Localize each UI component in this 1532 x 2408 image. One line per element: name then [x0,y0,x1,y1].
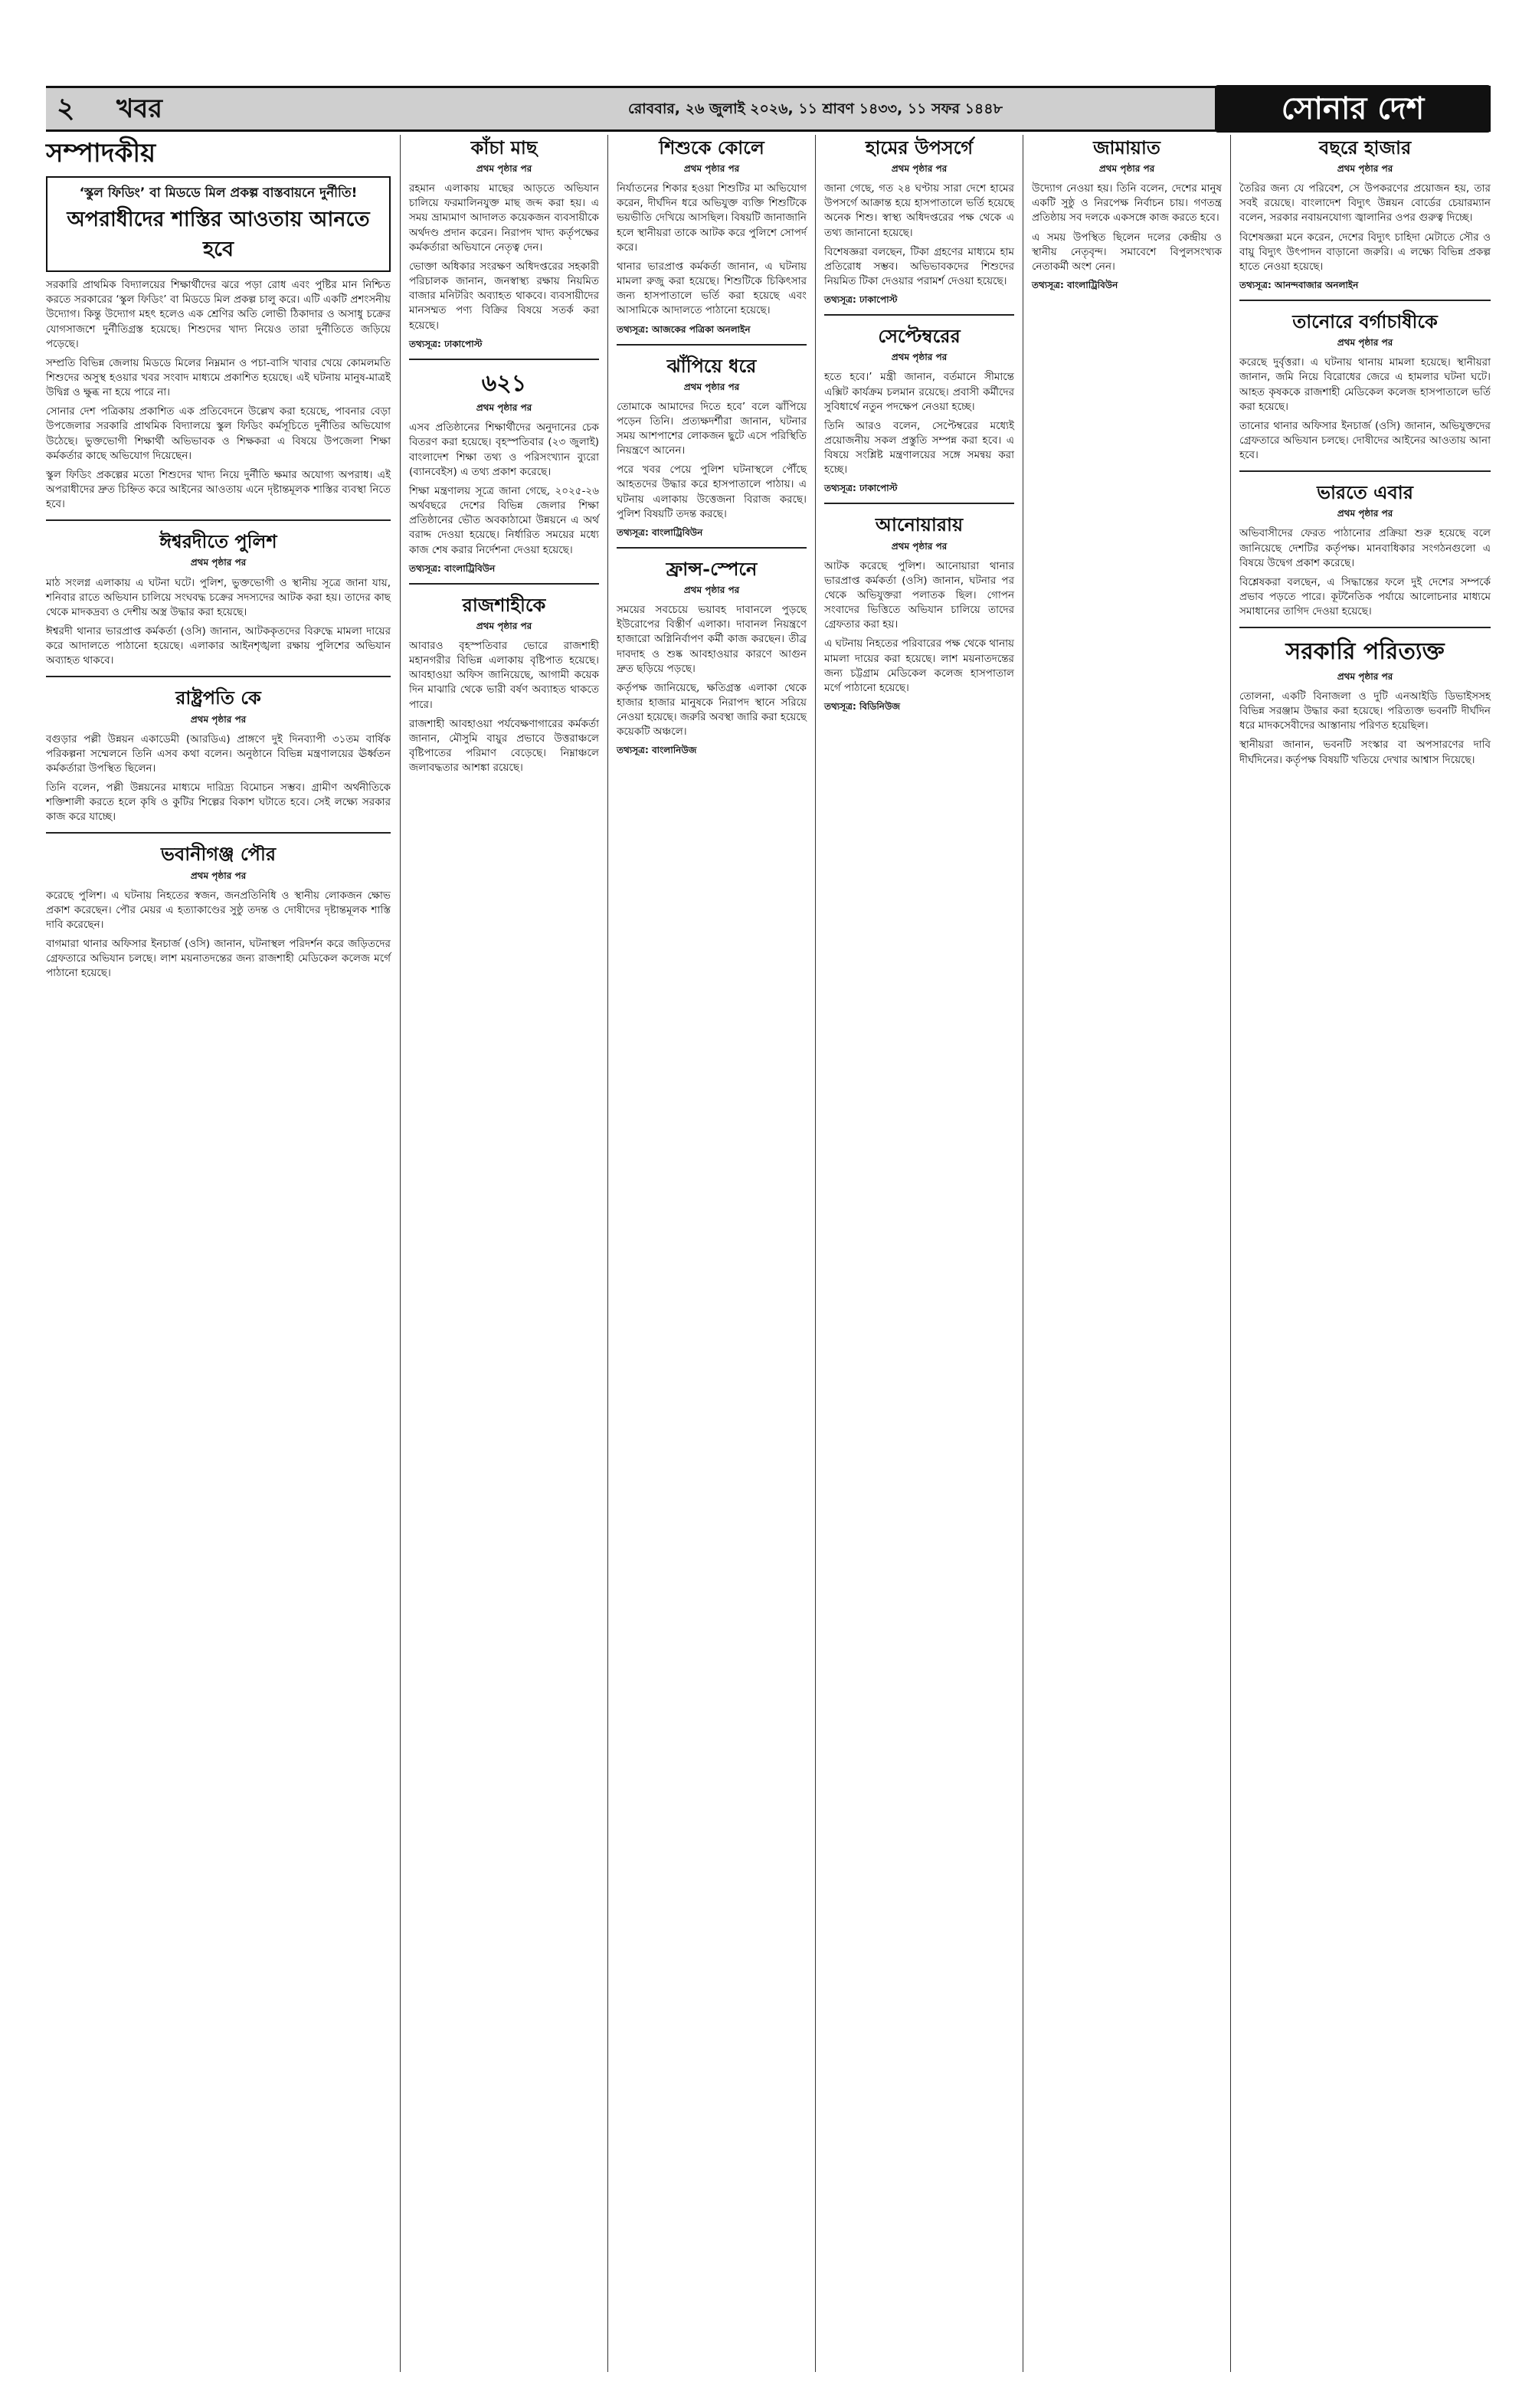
section-divider [46,832,391,834]
article-headline[interactable]: আনোয়ারায় [875,513,964,536]
page-number: ২ [57,93,75,124]
article-headline[interactable]: ফ্রান্স-স্পেনে [666,557,758,580]
article-headline[interactable]: সরকারি পরিত্যক্ত [1285,638,1445,666]
editorial-box [46,176,391,272]
editorial-paragraph: সম্প্রতি বিভিন্ন জেলায় মিডডে মিলের নিম্নমান ও পচা-বাসি খাবার খেয়ে কোমলমতি শিশুদের অসুস্থ হওয়ার খবর সংবাদ মাধ্যমে প্রকাশিত হয়েছে। এই ঘটনায় মানুষ-মাত্রই উদ্বিগ্ন ও ক্ষুব্ধ না হয়ে পারে না। [46,356,391,399]
article-source: তথ্যসূত্র: বাংলাট্রিবিউন [409,562,496,574]
article-paragraph: বগুড়ার পল্লী উন্নয়ন একাডেমী (আরডিএ) প্রাঙ্গণে দুই দিনব্যাপী ৩১তম বার্ষিক পরিকল্পনা সম্মেলনে তিনি এসব কথা বলেন। অনুষ্ঠানে বিভিন্ন মন্ত্রণালয়ের ঊর্ধ্বতন কর্মকর্তারা উপস্থিত ছিলেন। [46,732,391,775]
article-headline[interactable]: ৬২১ [481,369,527,397]
article-paragraph: তৈরির জন্য যে পরিবেশ, সে উপকরণের প্রয়োজন হয়, তার সবই রয়েছে। বাংলাদেশ বিদ্যুৎ উন্নয়ন বোর্ডের চেয়ারম্যান বলেন, সরকার নবায়নযোগ্য জ্বালানির ওপর গুরুত্ব দিচ্ছে। [1239,182,1491,224]
article-paragraph: এ ঘটনায় নিহতের পরিবারের পক্ষ থেকে থানায় মামলা দায়ের করা হয়েছে। লাশ ময়নাতদন্তের জন্য চট্টগ্রাম মেডিকেল কলেজ হাসপাতাল মর্গে পাঠানো হয়েছে। [824,637,1014,694]
article-paragraph: বিশেষজ্ঞরা মনে করেন, দেশের বিদ্যুৎ চাহিদা মেটাতে সৌর ও বায়ু বিদ্যুৎ উৎপাদন বাড়ানো জরুরি। এ লক্ষ্যে বিভিন্ন প্রকল্প হাতে নেওয়া হয়েছে। [1239,231,1491,273]
article-paragraph: এসব প্রতিষ্ঠানের শিক্ষার্থীদের অনুদানের চেক বিতরণ করা হয়েছে। বৃহস্পতিবার (২৩ জুলাই) বাংলাদেশ শিক্ষা তথ্য ও পরিসংখ্যান ব্যুরো (ব্যানবেইস) এ তথ্য প্রকাশ করেছে। [409,421,599,478]
section-divider [1239,300,1491,301]
section-divider [409,583,599,585]
section-divider [46,519,391,521]
article-source: তথ্যসূত্র: আজকের পত্রিকা অনলাইন [617,323,751,335]
article-paragraph: রাজশাহী আবহাওয়া পর্যবেক্ষণাগারের কর্মকর্তা জানান, মৌসুমি বায়ুর প্রভাবে উত্তরাঞ্চলে বৃষ্টিপাতের পরিমাণ বেড়েছে। নিম্নাঞ্চলে জলাবদ্ধতার আশঙ্কা রয়েছে। [409,717,599,775]
article-paragraph: থানার ভারপ্রাপ্ত কর্মকর্তা জানান, এ ঘটনায় মামলা রুজু করা হয়েছে। শিশুটিকে চিকিৎসার জন্য হাসপাতালে ভর্তি করা হয়েছে এবং আসামিকে আদালতে পাঠানো হয়েছে। [617,260,807,317]
article-paragraph: করেছে দুর্বৃত্তরা। এ ঘটনায় থানায় মামলা হয়েছে। স্থানীয়রা জানান, জমি নিয়ে বিরোধের জেরে এ হামলার ঘটনা ঘটে। আহত কৃষককে রাজশাহী মেডিকেল কলেজ হাসপাতালে ভর্তি করা হয়েছে। [1239,356,1491,413]
continued-label: প্রথম পৃষ্ঠার পর [190,557,247,568]
section-divider [1239,627,1491,628]
article-paragraph: কর্তৃপক্ষ জানিয়েছে, ক্ষতিগ্রস্ত এলাকা থেকে হাজার হাজার মানুষকে নিরাপদ স্থানে সরিয়ে নেওয়া হয়েছে। জরুরি অবস্থা জারি করা হয়েছে কয়েকটি অঞ্চলে। [617,681,807,739]
article-paragraph: তোলনা, একটি বিনাজলা ও দুটি এনআইডি ডিভাইসসহ বিভিন্ন সরঞ্জাম উদ্ধার করা হয়েছে। পরিত্যক্ত ভবনটি দীর্ঘদিন ধরে মাদকসেবীদের আস্তানায় পরিণত হয়েছিল। [1239,690,1491,732]
continued-label: প্রথম পৃষ্ঠার পর [476,402,532,414]
continued-label: প্রথম পৃষ্ঠার পর [190,870,247,881]
column-1 [46,135,391,986]
article-paragraph: আবারও বৃহস্পতিবার ভোরে রাজশাহী মহানগরীর বিভিন্ন এলাকায় বৃষ্টিপাত হয়েছে। আবহাওয়া অফিস জানিয়েছে, আগামী কয়েক দিন মাঝারি থেকে ভারী বর্ষণ অব্যাহত থাকতে পারে। [409,639,599,711]
article-paragraph: তোমাকে আমাদের দিতে হবে’ বলে ঝাঁপিয়ে পড়েন তিনি। প্রত্যক্ষদর্শীরা জানান, ঘটনার সময় আশপাশের লোকজন ছুটে এসে পরিস্থিতি নিয়ন্ত্রণে আনেন। [617,400,807,457]
article-source: তথ্যসূত্র: বাংলাট্রিবিউন [617,526,703,538]
continued-label: প্রথম পৃষ্ঠার পর [683,381,740,392]
column-rule [1230,135,1231,2372]
continued-label: প্রথম পৃষ্ঠার পর [190,713,247,725]
article-source: তথ্যসূত্র: ঢাকাপোস্ট [824,483,898,494]
editorial-paragraph: সোনার দেশ পত্রিকায় প্রকাশিত এক প্রতিবেদনে উল্লেখ করা হয়েছে, পাবনার বেড়া উপজেলার সরকারি প্রাথমিক বিদ্যালয়ে স্কুল ফিডিং কর্মসূচিতে দুর্নীতির অভিযোগ উঠেছে। ভুক্তভোগী শিক্ষার্থী অভিভাবক ও শিক্ষকরা এ বিষয়ে উপজেলা শিক্ষা কর্মকর্তার কাছে অভিযোগ দিয়েছেন। [46,405,391,462]
article-paragraph: অভিবাসীদের ফেরত পাঠানোর প্রক্রিয়া শুরু হয়েছে বলে জানিয়েছে দেশটির কর্তৃপক্ষ। মানবাধিকার সংগঠনগুলো এ বিষয়ে উদ্বেগ প্রকাশ করেছে। [1239,527,1491,569]
section-divider [1239,470,1491,472]
article-paragraph: বাগমারা থানার অফিসার ইনচার্জ (ওসি) জানান, ঘটনাস্থল পরিদর্শন করে জড়িতদের গ্রেফতারে অভিযান চলছে। লাশ ময়নাতদন্তের জন্য রাজশাহী মেডিকেল কলেজ মর্গে পাঠানো হয়েছে। [46,938,391,980]
article-headline[interactable]: ভারতে এবার [1317,481,1413,504]
article-headline[interactable]: ঈশ্বরদীতে পুলিশ [159,530,277,553]
article-paragraph: জানা গেছে, গত ২৪ ঘণ্টায় সারা দেশে হামের উপসর্গে আক্রান্ত হয়ে হাসপাতালে ভর্তি হয়েছে অনেক শিশু। স্বাস্থ্য অধিদপ্তরের পক্ষ থেকে এ তথ্য জানানো হয়েছে। [824,182,1014,239]
article-headline[interactable]: হামের উপসর্গে [865,136,974,159]
article-headline[interactable]: ঝাঁপিয়ে ধরে [666,354,757,377]
editorial-title: সম্পাদকীয় [46,138,156,169]
issue-date: রোববার, ২৬ জুলাই ২০২৬, ১১ শ্রাবণ ১৪৩৩, ১১ সফর ১৪৪৮ [628,100,1003,117]
editorial-headline: অপরাধীদের শাস্তির আওতায় আনতে হবে [67,208,370,261]
article-headline[interactable]: ভবানীগঞ্জ পৌর [160,843,277,866]
article-paragraph: হতে হবে।’ মন্ত্রী জানান, বর্তমানে সীমান্তে এক্সিট কার্যক্রম চলমান রয়েছে। প্রবাসী কর্মীদের সুবিধার্থে নতুন পদক্ষেপ নেওয়া হচ্ছে। [824,371,1014,413]
section-divider [824,314,1014,316]
continued-label: প্রথম পৃষ্ঠার পর [1337,337,1393,349]
article-paragraph: বিশ্লেষকরা বলছেন, এ সিদ্ধান্তের ফলে দুই দেশের সম্পর্কে প্রভাব পড়তে পারে। কূটনৈতিক পর্যায়ে আলোচনার মাধ্যমে সমাধানের তাগিদ দেওয়া হয়েছে। [1239,575,1491,618]
continued-label: প্রথম পৃষ্ঠার পর [1337,508,1393,519]
column-3 [617,135,807,757]
article-paragraph: উদ্যোগ নেওয়া হয়। তিনি বলেন, দেশের মানুষ একটি সুষ্ঠু ও নিরপেক্ষ নির্বাচন চায়। গণতন্ত্র প্রতিষ্ঠায় সব দলকে একসঙ্গে কাজ করতে হবে। [1032,182,1222,224]
article-paragraph: রহমান এলাকায় মাছের আড়তে অভিযান চালিয়ে ফরমালিনযুক্ত মাছ জব্দ করা হয়। এ সময় ভ্রাম্যমাণ আদালত কয়েকজন ব্যবসায়ীকে অর্থদণ্ড প্রদান করেন। নিরাপদ খাদ্য কর্তৃপক্ষের কর্মকর্তারা অভিযানে নেতৃত্ব দেন। [409,182,599,254]
editorial-paragraph: সরকারি প্রাথমিক বিদ্যালয়ের শিক্ষার্থীদের ঝরে পড়া রোধ এবং পুষ্টির মান নিশ্চিত করতে সরকারের ‘স্কুল ফিডিং’ বা মিডডে মিল প্রকল্প চালু করে। এটি একটি প্রশংসনীয় উদ্যোগ। কিন্তু উদ্যোগ মহৎ হলেও এক শ্রেণির অতি লোভী ঠিকাদার ও অসাধু চক্রের যোগসাজশে দুর্নীতিগ্রস্ত হয়েছে। শিশুদের খাদ্য নিয়েও তারা দুর্নীতিতে জড়িয়ে পড়েছে। [46,279,391,350]
section-divider [617,547,807,549]
column-2 [409,135,599,780]
newspaper-logo: সোনার দেশ [1215,85,1491,133]
article-paragraph: বিশেষজ্ঞরা বলছেন, টিকা গ্রহণের মাধ্যমে হাম প্রতিরোধ সম্ভব। অভিভাবকদের শিশুদের নিয়মিত টিকা দেওয়ার পরামর্শ দেওয়া হয়েছে। [824,245,1014,288]
article-source: তথ্যসূত্র: আনন্দবাজার অনলাইন [1239,280,1359,291]
article-paragraph: ঈশ্বরদী থানার ভারপ্রাপ্ত কর্মকর্তা (ওসি) জানান, আটককৃতদের বিরুদ্ধে মামলা দায়ের করে আদালতে পাঠানো হয়েছে। এলাকার আইনশৃঙ্খলা রক্ষায় পুলিশের অভিযান অব্যাহত থাকবে। [46,624,391,667]
section-divider [409,359,599,360]
article-source: তথ্যসূত্র: ঢাকাপোস্ট [409,338,483,349]
continued-label: প্রথম পৃষ্ঠার পর [891,163,948,175]
article-headline[interactable]: রাষ্ট্রপতি কে [175,686,261,709]
column-rule [607,135,608,2372]
article-paragraph: করেছে পুলিশ। এ ঘটনায় নিহতের স্বজন, জনপ্রতিনিধি ও স্থানীয় লোকজন ক্ষোভ প্রকাশ করেছেন। পৌর মেয়র এ হত্যাকাণ্ডের সুষ্ঠু তদন্ত ও দোষীদের দৃষ্টান্তমূলক শাস্তি দাবি করেছেন। [46,889,391,931]
continued-label: প্রথম পৃষ্ঠার পর [1098,163,1155,175]
article-paragraph: সময়ের সবচেয়ে ভয়াবহ দাবানলে পুড়ছে ইউরোপের বিস্তীর্ণ এলাকা। দাবানল নিয়ন্ত্রণে হাজারো অগ্নিনির্বাপণ কর্মী কাজ করছেন। তীব্র দাবদাহ ও শুষ্ক আবহাওয়ার কারণে আগুন দ্রুত ছড়িয়ে পড়ছে। [617,604,807,675]
article-paragraph: তানোর থানার অফিসার ইনচার্জ (ওসি) জানান, অভিযুক্তদের গ্রেফতারে অভিযান চলছে। দোষীদের আইনের আওতায় আনা হবে। [1239,419,1491,462]
continued-label: প্রথম পৃষ্ঠার পর [1337,163,1393,175]
article-paragraph: পরে খবর পেয়ে পুলিশ ঘটনাস্থলে পৌঁছে আহতদের উদ্ধার করে হাসপাতালে পাঠায়। এ ঘটনায় এলাকায় উত্তেজনা বিরাজ করছে। পুলিশ বিষয়টি তদন্ত করছে। [617,464,807,520]
article-headline[interactable]: জামায়াত [1093,136,1160,159]
continued-label: প্রথম পৃষ্ঠার পর [683,585,740,596]
column-rule [400,135,401,2372]
section-divider [824,503,1014,504]
article-source: তথ্যসূত্র: বিডিনিউজ [824,700,901,712]
article-paragraph: ভোক্তা অধিকার সংরক্ষণ অধিদপ্তরের সহকারী পরিচালক জানান, জনস্বাস্থ্য রক্ষায় নিয়মিত বাজার মনিটরিং অব্যাহত থাকবে। ব্যবসায়ীদের মানসম্মত পণ্য বিক্রির বিষয়ে সতর্ক করা হয়েছে। [409,260,599,332]
continued-label: প্রথম পৃষ্ঠার পর [1337,670,1393,682]
editorial-kicker: ‘স্কুল ফিডিং’ বা মিডডে মিল প্রকল্প বাস্তবায়নে দুর্নীতি! [79,185,358,201]
article-paragraph: এ সময় উপস্থিত ছিলেন দলের কেন্দ্রীয় ও স্থানীয় নেতৃবৃন্দ। সমাবেশে বিপুলসংখ্যক নেতাকর্মী অংশ নেন। [1032,231,1222,273]
continued-label: প্রথম পৃষ্ঠার পর [891,540,948,552]
article-source: তথ্যসূত্র: বাংলানিউজ [617,745,697,756]
article-paragraph: স্থানীয়রা জানান, ভবনটি সংস্কার বা অপসারণের দাবি দীর্ঘদিনের। কর্তৃপক্ষ বিষয়টি খতিয়ে দেখার আশ্বাস দিয়েছে। [1239,739,1491,766]
section-divider [617,344,807,346]
article-paragraph: তিনি বলেন, পল্লী উন্নয়নের মাধ্যমে দারিদ্র্য বিমোচন সম্ভব। গ্রামীণ অর্থনীতিকে শক্তিশালী করতে হলে কৃষি ও কুটির শিল্পের বিকাশ ঘটাতে হবে। সেই লক্ষ্যে সরকার কাজ করে যাচ্ছে। [46,781,391,824]
article-paragraph: শিক্ষা মন্ত্রণালয় সূত্রে জানা গেছে, ২০২৫-২৬ অর্থবছরে দেশের বিভিন্ন জেলার শিক্ষা প্রতিষ্ঠানের ভৌত অবকাঠামো উন্নয়নে এ অর্থ বরাদ্দ দেওয়া হয়েছে। নির্ধারিত সময়ের মধ্যে কাজ শেষ করার নির্দেশনা দেওয়া হয়েছে। [409,484,599,556]
continued-label: প্রথম পৃষ্ঠার পর [476,163,532,175]
article-headline[interactable]: কাঁচা মাছ [470,136,538,159]
column-6 [1239,135,1491,772]
article-paragraph: নির্যাতনের শিকার হওয়া শিশুটির মা অভিযোগ করেন, দীর্ঘদিন ধরে অভিযুক্ত ব্যক্তি শিশুটিকে ভয়ভীতি দেখিয়ে আসছিল। বিষয়টি জানাজানি হলে স্থানীয়রা তাকে আটক করে পুলিশে সোপর্দ করে। [617,182,807,254]
article-paragraph: আটক করেছে পুলিশ। আনোয়ারা থানার ভারপ্রাপ্ত কর্মকর্তা (ওসি) জানান, ঘটনার পর থেকে অভিযুক্তরা পলাতক ছিল। গোপন সংবাদের ভিত্তিতে অভিযান চালিয়ে তাদের গ্রেফতার করা হয়। [824,559,1014,631]
continued-label: প্রথম পৃষ্ঠার পর [476,620,532,631]
continued-label: প্রথম পৃষ্ঠার পর [891,352,948,363]
article-paragraph: তিনি আরও বলেন, সেপ্টেম্বরের মধ্যেই প্রয়োজনীয় সকল প্রস্তুতি সম্পন্ন করা হবে। এ বিষয়ে সংশ্লিষ্ট মন্ত্রণালয়ের সঙ্গে সমন্বয় করা হচ্ছে। [824,419,1014,477]
continued-label: প্রথম পৃষ্ঠার পর [683,163,740,175]
column-rule [815,135,816,2372]
article-source: তথ্যসূত্র: ঢাকাপোস্ট [824,294,898,306]
article-source: তথ্যসূত্র: বাংলাট্রিবিউন [1032,280,1118,291]
page-header [46,86,1491,132]
article-paragraph: মাঠ সংলগ্ন এলাকায় এ ঘটনা ঘটে। পুলিশ, ভুক্তভোগী ও স্থানীয় সূত্রে জানা যায়, শনিবার রাতে অভিযান চালিয়ে সংঘবদ্ধ চক্রের সদস্যদের আটক করা হয়। তাদের কাছ থেকে মাদকদ্রব্য ও দেশীয় অস্ত্র উদ্ধার করা হয়েছে। [46,576,391,618]
column-4 [824,135,1014,713]
column-5 [1032,135,1222,292]
article-headline[interactable]: বছরে হাজার [1318,136,1412,159]
article-headline[interactable]: তানোরে বর্গাচাষীকে [1292,310,1438,333]
section-name: খবর [116,93,162,124]
section-divider [46,676,391,677]
article-headline[interactable]: শিশুকে কোলে [659,136,764,159]
article-headline[interactable]: সেপ্টেম্বরের [878,325,961,348]
editorial-paragraph: স্কুল ফিডিং প্রকল্পের মতো শিশুদের খাদ্য নিয়ে দুর্নীতি ক্ষমার অযোগ্য অপরাধ। এই অপরাধীদের দ্রুত চিহ্নিত করে আইনের আওতায় এনে দৃষ্টান্তমূলক শাস্তির ব্যবস্থা নিতে হবে। [46,468,391,511]
article-headline[interactable]: রাজশাহীকে [462,593,546,616]
